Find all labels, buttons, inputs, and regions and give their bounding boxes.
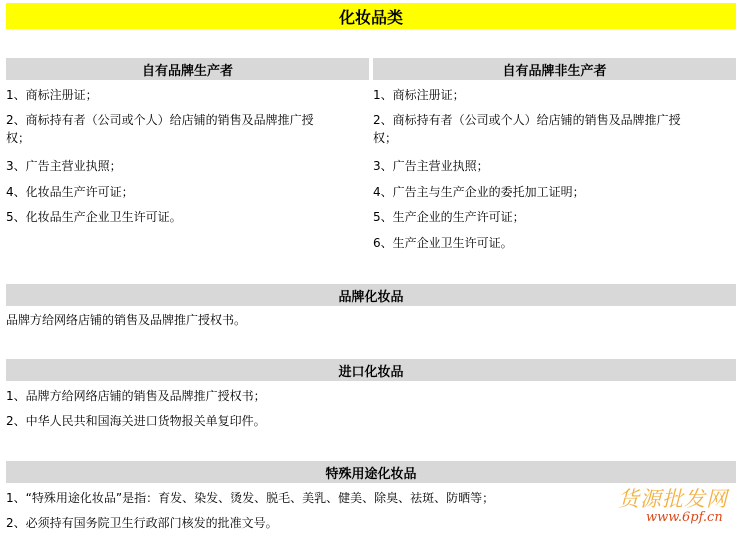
list-item: 5、生产企业的生产许可证；	[373, 210, 525, 224]
list-item: 权；	[6, 131, 31, 145]
watermark-url: www.6pf.cn	[646, 510, 723, 525]
site-watermark	[618, 483, 736, 533]
watermark-text: 货源批发网	[618, 487, 728, 511]
section-header-label: 进口化妆品	[338, 364, 404, 380]
list-item: 2、必须持有国务院卫生行政部门核发的批准文号。	[6, 516, 278, 530]
section-header-own-brand-non-producer	[373, 58, 736, 80]
page-title: 化妆品类	[338, 7, 403, 27]
section-header-own-brand-producer	[6, 58, 369, 80]
list-item: 3、广告主营业执照；	[373, 159, 489, 173]
list-item: 4、化妆品生产许可证；	[6, 185, 134, 199]
section-header-label: 自有品牌生产者	[141, 63, 233, 79]
section-header-special-use-cosmetics	[6, 461, 736, 483]
section-header-label: 品牌化妆品	[338, 289, 404, 305]
list-item: 2、商标持有者（公司或个人）给店铺的销售及品牌推广授	[6, 113, 314, 127]
list-item: 1、品牌方给网络店铺的销售及品牌推广授权书；	[6, 389, 266, 403]
section-header-brand-cosmetics	[6, 284, 736, 306]
list-item: 品牌方给网络店铺的销售及品牌推广授权书。	[6, 313, 247, 327]
list-item: 1、商标注册证；	[6, 88, 98, 102]
list-item: 5、化妆品生产企业卫生许可证。	[6, 210, 182, 224]
list-item: 4、广告主与生产企业的委托加工证明；	[373, 185, 585, 199]
list-item: 2、中华人民共和国海关进口货物报关单复印件。	[6, 414, 266, 428]
section-header-label: 特殊用途化妆品	[325, 466, 417, 482]
list-item: 6、生产企业卫生许可证。	[373, 236, 513, 250]
section-header-label: 自有品牌非生产者	[502, 63, 607, 79]
page-title-bar	[6, 3, 736, 29]
list-item: 权；	[373, 131, 398, 145]
list-item: 1、“特殊用途化妆品”是指：育发、染发、烫发、脱毛、美乳、健美、除臭、祛斑、防晒等；	[6, 491, 495, 505]
list-item: 3、广告主营业执照；	[6, 159, 122, 173]
list-item: 1、商标注册证；	[373, 88, 465, 102]
list-item: 2、商标持有者（公司或个人）给店铺的销售及品牌推广授	[373, 113, 681, 127]
section-header-imported-cosmetics	[6, 359, 736, 381]
